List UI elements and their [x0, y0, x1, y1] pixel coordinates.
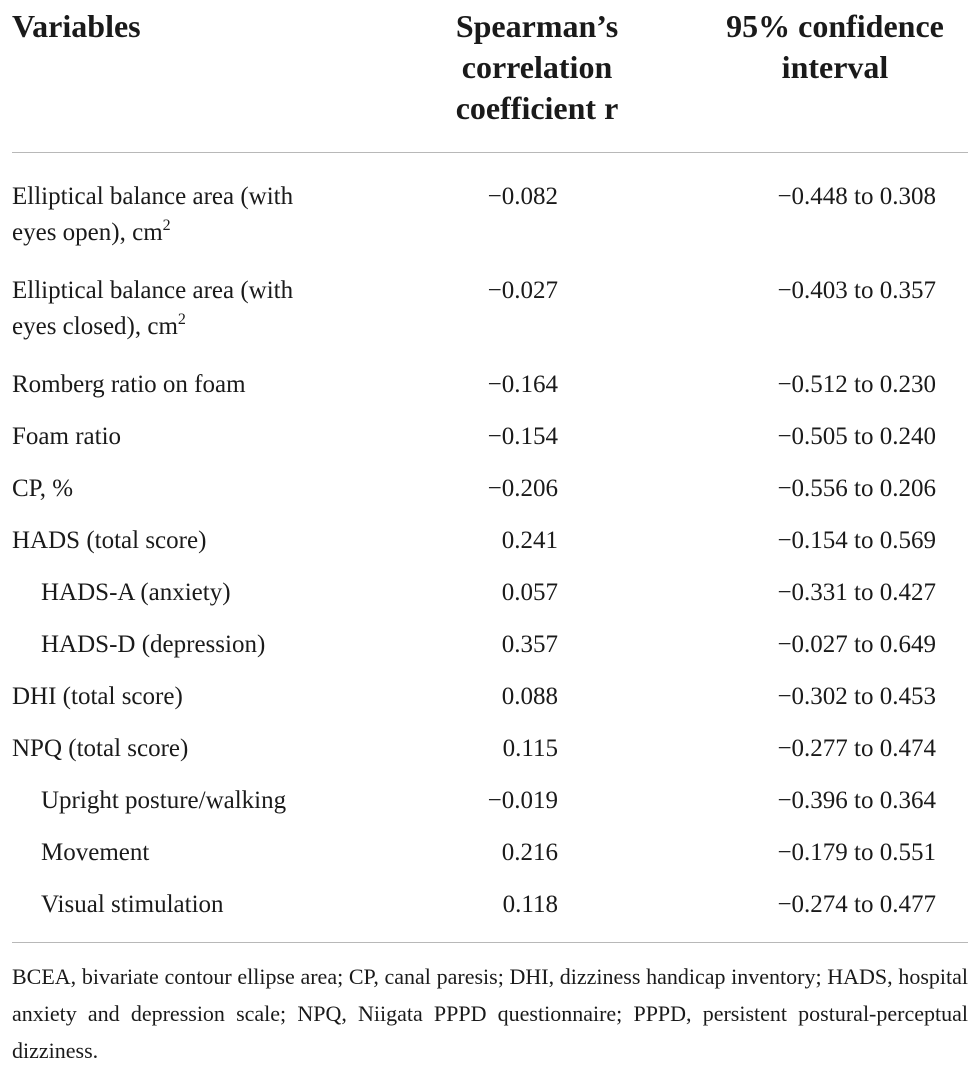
confidence-interval-value: −0.556 to 0.206: [777, 475, 936, 502]
variable-name: Foam ratio: [12, 423, 122, 450]
table-header: [12, 0, 968, 153]
variable-name: HADS (total score): [12, 527, 207, 554]
table-row: [12, 627, 968, 679]
header-spearman-line-1: Spearman’s: [455, 8, 619, 44]
variable-name: Visual stimulation: [41, 891, 224, 918]
variable-name-text: eyes closed), cm: [12, 313, 178, 340]
correlation-value: 0.115: [502, 735, 558, 762]
header-spearman-line-2: correlation: [461, 49, 613, 85]
confidence-interval-value: −0.505 to 0.240: [777, 423, 936, 450]
correlation-value: −0.206: [487, 475, 558, 502]
superscript: 2: [177, 311, 186, 328]
table-row: [12, 367, 968, 419]
header-confidence-interval: [702, 6, 968, 88]
correlation-value: −0.164: [487, 371, 558, 398]
variable-name-text: eyes open), cm: [12, 219, 163, 246]
table-row: [12, 731, 968, 783]
table-bottom-rule: [12, 942, 968, 943]
variable-name: [12, 273, 352, 345]
table-row: [12, 575, 968, 627]
superscript: 2: [162, 217, 171, 234]
variable-name: Romberg ratio on foam: [12, 371, 246, 398]
table-row: [12, 273, 968, 367]
confidence-interval-value: −0.403 to 0.357: [777, 277, 936, 304]
confidence-interval-value: −0.027 to 0.649: [777, 631, 936, 658]
confidence-interval-value: −0.179 to 0.551: [777, 839, 936, 866]
confidence-interval-value: −0.331 to 0.427: [777, 579, 936, 606]
confidence-interval-value: −0.274 to 0.477: [777, 891, 936, 918]
table-footnote: BCEA, bivariate contour ellipse area; CP, canal paresis; DHI, dizziness handicap inventory; HADS, hospital anxiety and depression scale; NPQ, Niigata PPPD questionnaire; PPPD, persistent postural-perceptual dizziness.: [12, 964, 968, 1063]
correlation-value: −0.154: [487, 423, 558, 450]
variable-name: HADS-A (anxiety): [41, 579, 231, 606]
table-body: [12, 153, 968, 939]
variable-name: [12, 179, 352, 251]
header-ci-line-1: 95% confidence: [726, 8, 944, 44]
table-row: [12, 783, 968, 835]
table-row: [12, 419, 968, 471]
correlation-value: −0.082: [487, 183, 558, 210]
variable-name-line-2: [12, 215, 352, 251]
confidence-interval-value: −0.302 to 0.453: [777, 683, 936, 710]
confidence-interval-value: −0.396 to 0.364: [777, 787, 936, 814]
table-row: [12, 887, 968, 939]
variable-name: HADS-D (depression): [41, 631, 266, 658]
variable-name: CP, %: [12, 475, 74, 502]
variable-name: Upright posture/walking: [41, 787, 287, 814]
header-spearman: [407, 6, 667, 129]
variable-name-line-1: Elliptical balance area (with: [12, 277, 294, 304]
correlation-value: −0.019: [487, 787, 558, 814]
variable-name-line-2: [12, 309, 352, 345]
correlation-value: 0.057: [501, 579, 558, 606]
confidence-interval-value: −0.154 to 0.569: [777, 527, 936, 554]
variable-name: DHI (total score): [12, 683, 183, 710]
header-ci-line-2: interval: [781, 49, 889, 85]
table-row: [12, 679, 968, 731]
table-row: [12, 471, 968, 523]
correlation-value: 0.118: [502, 891, 558, 918]
header-spearman-line-3: coefficient r: [455, 90, 619, 126]
correlation-value: 0.088: [501, 683, 558, 710]
correlation-value: 0.357: [501, 631, 558, 658]
confidence-interval-value: −0.448 to 0.308: [777, 183, 936, 210]
correlation-value: 0.241: [501, 527, 558, 554]
correlation-value: −0.027: [487, 277, 558, 304]
variable-name: Movement: [41, 839, 150, 866]
variable-name: NPQ (total score): [12, 735, 189, 762]
variable-name-line-1: Elliptical balance area (with: [12, 183, 294, 210]
table-row: [12, 835, 968, 887]
table-row: [12, 179, 968, 273]
correlation-table: [12, 0, 968, 939]
confidence-interval-value: −0.277 to 0.474: [777, 735, 936, 762]
confidence-interval-value: −0.512 to 0.230: [777, 371, 936, 398]
correlation-value: 0.216: [501, 839, 558, 866]
header-variables: Variables: [12, 8, 141, 44]
table-row: [12, 523, 968, 575]
